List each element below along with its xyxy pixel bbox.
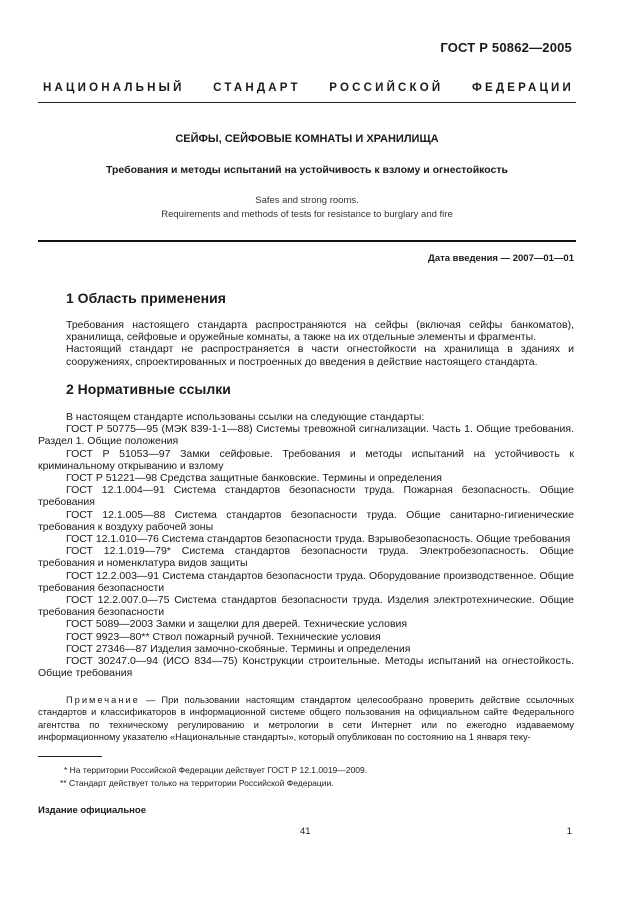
section-1-paragraph-2: Настоящий стандарт не распространяется в части огнестойкости на хранилища в зданиях и сооружениях, спроектированных и построенных до введения в действие настоящего стандарта. (66, 343, 574, 368)
standard-code: ГОСТ Р 50862—2005 (440, 40, 572, 55)
section-1-paragraph-1: Требования настоящего стандарта распространяются на сейфы (включая сейфы банкоматов), хранилища, сейфовые и оружейные комнаты, а также на их отдельные элементы и фрагменты. (66, 319, 574, 344)
introduction-date: Дата введения — 2007—01—01 (428, 253, 574, 264)
section-2-heading: 2 Нормативные ссылки (66, 381, 231, 397)
official-edition-label: Издание официальное (38, 805, 146, 816)
reference-item: ГОСТ Р 50775—95 (МЭК 839-1-1—88) Системы тревожной сигнализации. Часть 1. Общие требования. Раздел 1. Общие положения (38, 423, 574, 448)
section-1-body (66, 319, 574, 368)
reference-item: ГОСТ 12.2.003—91 Система стандартов безопасности труда. Оборудование производственное. Общие требования безопасности (38, 569, 574, 594)
section-1-heading: 1 Область применения (66, 290, 226, 306)
reference-item: ГОСТ 27346—87 Изделия замочно-скобяные. Термины и определения (66, 642, 411, 655)
reference-item: ГОСТ 12.1.005—88 Система стандартов безопасности труда. Общие санитарно-гигиенические требования к воздуху рабочей зоны (38, 508, 574, 533)
page-number-center: 41 (300, 826, 311, 837)
title-rule (38, 240, 576, 242)
footnote-2: ** Стандарт действует только на территории Российской Федерации. (60, 778, 334, 788)
page-number-right: 1 (566, 826, 572, 837)
reference-item: ГОСТ Р 51221—98 Средства защитные банковские. Термины и определения (66, 472, 442, 485)
english-title-line2: Requirements and methods of tests for resistance to burglary and fire (161, 209, 453, 220)
document-subtitle: Требования и методы испытаний на устойчивость к взлому и огнестойкость (106, 164, 508, 176)
reference-item: ГОСТ 30247.0—94 (ИСО 834—75) Конструкции строительные. Методы испытаний на огнестойкость. Общие требования (38, 655, 574, 680)
reference-item: ГОСТ 12.2.007.0—75 Система стандартов безопасности труда. Изделия электротехнические. Общие требования безопасности (38, 594, 574, 619)
english-title-line1: Safes and strong rooms. (255, 195, 359, 206)
national-standard-banner: НАЦИОНАЛЬНЫЙ СТАНДАРТ РОССИЙСКОЙ ФЕДЕРАЦИИ (43, 82, 574, 94)
reference-item: ГОСТ 5089—2003 Замки и защелки для дверей. Технические условия (66, 618, 408, 631)
reference-item: ГОСТ 12.1.010—76 Система стандартов безопасности труда. Взрывобезопасность. Общие требования (66, 533, 571, 546)
reference-item: ГОСТ Р 51053—97 Замки сейфовые. Требования и методы испытаний на устойчивость к криминальному открыванию и взлому (38, 447, 574, 472)
footnote-1: * На территории Российской Федерации действует ГОСТ Р 12.1.0019—2009. (64, 765, 368, 775)
reference-item: ГОСТ 12.1.004—91 Система стандартов безопасности труда. Пожарная безопасность. Общие требования (38, 484, 574, 509)
reference-item: ГОСТ 9923—80** Ствол пожарный ручной. Технические условия (66, 630, 381, 643)
reference-item: ГОСТ 12.1.019—79* Система стандартов безопасности труда. Электробезопасность. Общие требования и номенклатура видов защиты (38, 545, 574, 570)
header-rule (38, 102, 576, 103)
document-title: СЕЙФЫ, СЕЙФОВЫЕ КОМНАТЫ И ХРАНИЛИЩА (175, 133, 439, 145)
footnote-rule (38, 756, 102, 757)
references-intro: В настоящем стандарте использованы ссылки на следующие стандарты: (66, 411, 425, 423)
note-text: — При пользовании настоящим стандартом целесообразно проверить действие ссылочных стандартов и классификаторов в информационной системе общего пользования на официальном сайте Федерального агентства по техническому регулированию и метрологии в сети Интернет или по ежегодно издаваемому информационному указателю «Национальные стандарты», который опубликован по состоянию на 1 января теку- (38, 695, 574, 743)
note-paragraph (38, 694, 574, 744)
note-label: Примечание (66, 695, 140, 705)
normative-references-list (38, 411, 574, 680)
